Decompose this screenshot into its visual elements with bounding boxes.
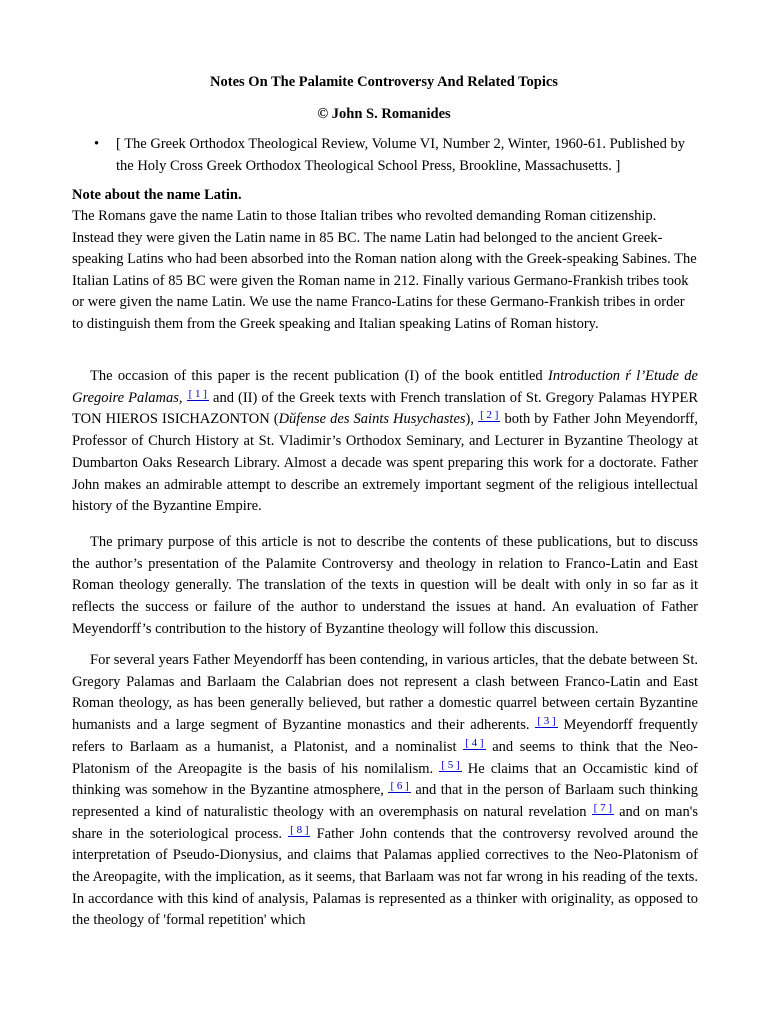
- footnote-link-1[interactable]: [ 1 ]: [188, 387, 207, 400]
- footnote-link-4[interactable]: [ 4 ]: [465, 736, 484, 749]
- citation-text: [ The Greek Orthodox Theological Review, Volume VI, Number 2, Winter, 1960-61. Published by the Holy Cross Greek Orthodox Theological School Press, Brookline, Massachusetts. ]: [116, 136, 685, 174]
- citation-list-item: [96, 133, 700, 177]
- footnote-link-8[interactable]: [ 8 ]: [290, 823, 309, 836]
- book-title: Introduction ŕ l’Etude de Gregoire Palamas,: [72, 368, 698, 406]
- text-segment: and (II) of the Greek texts with French translation of St. Gregory Palamas HYPER TON HIEROS ISICHAZONTON (: [72, 389, 698, 428]
- footnote-link-7[interactable]: [ 7 ]: [593, 801, 612, 814]
- paragraph-occasion: [72, 366, 698, 518]
- text-segment: Meyendorff frequently refers to Barlaam as a humanist, a Platonist, and a nominalist: [72, 717, 699, 755]
- text-segment: The occasion of this paper is the recent publication (I) of the book entitled: [90, 368, 549, 384]
- bullet-icon: •: [94, 136, 100, 152]
- paragraph-meyendorff: [72, 650, 698, 932]
- text-segment: He claims that an Occamistic kind of thinking was somehow in the Byzantine atmosphere,: [72, 760, 699, 799]
- footnote-link-2[interactable]: [ 2 ]: [480, 409, 499, 422]
- note-body: The Romans gave the name Latin to those Italian tribes who revolted demanding Roman citizenship. Instead they were given the Latin name in 85 BC. The name Latin had belonged to the ancient Greek-speaking Latins who had been absorbed into the Roman nation along with the Greek-speaking Sabines. The Italian Latins of 85 BC were given the Roman name in 212. Finally various Germano-Frankish tribes took or were given the name Latin. We use the name Franco-Latins for these Germano-Frankish tribes in order to distinguish them from the Greek speaking and Italian speaking Latins of Roman history.: [72, 208, 697, 332]
- text-segment: Father John contends that the controversy revolved around the interpretation of Pseudo-Dionysius, and claims that Palamas applied correctives to the Neo-Platonism of the Areopagite, with the implication, as it seems, that Barlaam was not far wrong in his reading of the texts. In accordance with this kind of analysis, Palamas is represented as a thinker with originality, as opposed to the theology of 'formal repetition' which: [72, 825, 699, 929]
- text-segment: ),: [465, 411, 474, 428]
- text-segment: and on man's share in the soteriological process.: [72, 803, 699, 842]
- paragraph-purpose: The primary purpose of this article is not to describe the contents of these publications, but to discuss the author’s presentation of the Palamite Controversy and theology in relation to Franco-Latin and East Roman theology generally. The translation of the texts in question will be dealt with only in so far as it reflects the success or failure of the author to understand the issues at hand. An evaluation of Father Meyendorff’s contribution to the history of Byzantine theology will follow this discussion.: [72, 534, 698, 637]
- author-line: © John S. Romanides: [317, 106, 451, 122]
- note-heading: Note about the name Latin.: [72, 187, 242, 203]
- footnote-link-6[interactable]: [ 6 ]: [390, 780, 409, 793]
- text-segment: For several years Father Meyendorff has been contending, in various articles, that the debate between St. Gregory Palamas and Barlaam the Calabrian does not represent a clash between Franco-Latin and East Roman theology, as has been generally believed, but rather a domestic quarrel between certain Byzantine humanists and a large segment of Byzantine monastics and their adherents.: [72, 652, 698, 734]
- footnote-link-3[interactable]: [ 3 ]: [537, 715, 556, 728]
- text-segment: and that in the person of Barlaam such thinking represented a kind of naturalistic theology with an overemphasis on natural revelation: [72, 782, 699, 820]
- text-segment: and seems to think that the Neo-Platonism of the Areopagite is the basis of his nomilalism.: [72, 738, 699, 777]
- work-title: Dйfense des Saints Hиsychastes: [278, 411, 466, 428]
- page-title: Notes On The Palamite Controversy And Related Topics: [210, 74, 558, 90]
- text-segment: both by Father John Meyendorff, Professor of Church History at St. Vladimir’s Orthodox Seminary, and Lecturer in Byzantine Theology at Dumbarton Oaks Research Library. Almost a decade was spent preparing this work for a doctorate. Father John makes an admirable attempt to describe an extremely important segment of the religious intellectual history of the Byzantine Empire.: [72, 411, 699, 515]
- footnote-link-5[interactable]: [ 5 ]: [441, 758, 460, 771]
